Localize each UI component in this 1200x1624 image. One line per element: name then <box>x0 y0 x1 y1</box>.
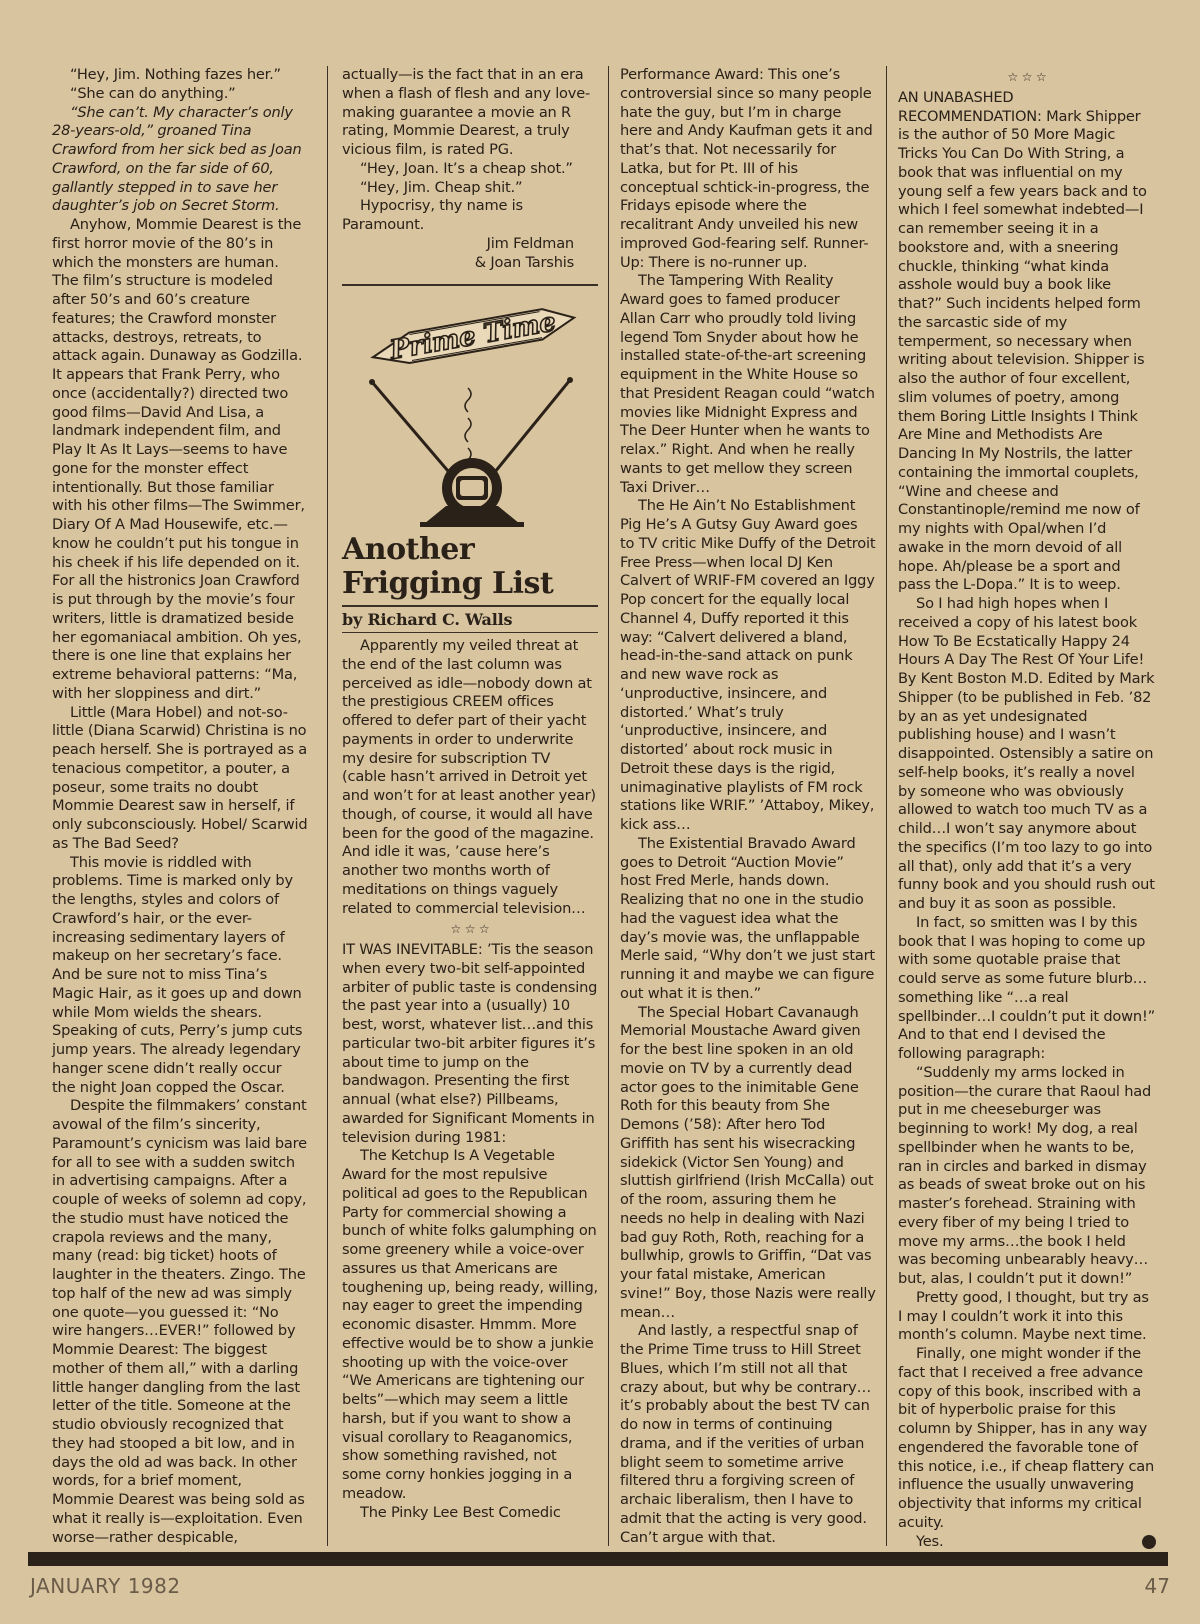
paragraph: AN UNABASHED RECOMMENDATION: Mark Shipper is the author of 50 More Magic Tricks You Can Do With String, a book that was influential on my young self a few years back and to which I feel somewhat indebted—I can remember seeing it in a bookstore and, with a sneering chuckle, thinking “what kinda asshole would buy a book like that?” Such incidents helped form the sarcastic side of my temperment, so necessary when writing about television. Shipper is also the author of four excellent, slim volumes of poetry, among them Boring Little Insights I Think Are Mine and Methodists Are Dancing In My Nostrils, the latter containing the immortal couplets, “Wine and cheese and Constantinople/remind me now of my nights with Opal/when I’d awake in the morn devoid of all hope. Ah/please be a sport and pass the L-Dopa.” It is to weep. <box>898 88 1147 594</box>
paragraph: “Hey, Jim. Cheap shit.” <box>360 178 523 196</box>
closing-paragraph <box>898 1533 1156 1552</box>
paragraph: Despite the filmmakers’ constant avowal of the film’s sincerity, Paramount’s cynicism was laid bare for all to see with a sudden switch in advertising campaigns. After a couple of weeks of solemn ad copy, the studio must have noticed the crapola reviews and the many, many (read: big ticket) hoots of laughter in the theaters. Zingo. The top half of the new ad was simply one quote—you guessed it: “No wire hangers…EVER!” followed by Mommie Dearest: The biggest mother of them all,” with a darling little hanger dangling from the last letter of the title. Someone at the studio obviously recognized that they had stooped a bit low, and in days the old ad was back. In other words, for a brief moment, Mommie Dearest was being sold as what it really is—exploitation. Even worse—rather despicable, <box>52 1097 307 1546</box>
column-3 <box>620 66 876 1547</box>
paragraph: Pretty good, I thought, but try as I may I couldn’t work it into this month’s column. Maybe next time. <box>898 1288 1149 1344</box>
paragraph: The He Ain’t No Establishment Pig He’s A Gutsy Guy Award goes to TV critic Mike Duffy of the Detroit Free Press—when local DJ Ken Calvert of WRIF-FM covered an Iggy Pop concert for the equally local Channel 4, Duffy reported it this way: “Calvert delivered a bland, head-in-the-sand attack on punk and new wave rock as ‘unproductive, insincere, and distorted.’ What’s truly ‘unproductive, insincere, and distorted’ about rock music in Detroit these days is the rigid, unimaginative playlists of FM rock stations like WRIF.” ’Attaboy, Mikey, kick ass… <box>620 497 876 833</box>
paragraph: Anyhow, Mommie Dearest is the first horror movie of the 80’s in which the monsters are human. The film’s structure is modeled after 50’s and 60’s creature features; the Crawford monster attacks, destroys, retreats, to attack again. Dunaway as Godzilla. It appears that Frank Perry, who once (accidentally?) directed two good films—David And Lisa, a landmark independent film, and Play It As It Lays—seems to have gone for the monster effect intentionally. But those familiar with his other films—The Swimmer, Diary Of A Mad Housewife, etc.—know he couldn’t put his tongue in his cheek if his life depended on it. For all the histronics Joan Crawford is put through by the movie’s four writers, little is dramatized beside her egomaniacal ambition. Oh yes, there is one line that explains her extreme behavioral patterns: “Ma, with her sloppiness and dirt.” <box>52 216 305 702</box>
paragraph: actually—is the fact that in an era when a flash of flesh and any love-making guarantee a movie an R rating, Mommie Dearest, a truly vicious film, is rated PG. <box>342 66 591 158</box>
section-stars: ☆ ☆ ☆ <box>450 922 490 937</box>
paragraph: In fact, so smitten was I by this book that I was hoping to come up with some quotable praise that could serve as some future blurb… something like “…a real spellbinder…I couldn’t put it down!” And to that end I devised the following paragraph: <box>898 913 1155 1062</box>
paragraph: Little (Mara Hobel) and not-so-little (Diana Scarwid) Christina is no peach herself. She is portrayed as a tenacious competitor, a pouter, a poseur, some traits no doubt Mommie Dearest saw in herself, if only subconsciously. Hobel/ Scarwid as The Bad Seed? <box>52 703 308 852</box>
paragraph: The Special Hobart Cavanaugh Memorial Moustache Award given for the best line spoken in an old movie on TV by a currently dead actor goes to the inimitable Gene Roth for this beauty from She Demons (’58): After hero Tod Griffith has sent his wisecracking sidekick (Victor Sen Young) and sluttish girlfriend (Irish McCalla) out of the room, assuring them he needs no help in dealing with Nazi bad guy Roth, Roth, reaching for a bullwhip, growls to Griffin, “Dat vas your fatal mistake, American svine!” Boy, those Nazis were really mean… <box>620 1003 876 1321</box>
paragraph: The Tampering With Reality Award goes to famed producer Allan Carr who proudly told living legend Tom Snyder about how he installed state-of-the-art screening equipment in the White House so that President Reagan could “watch movies like Midnight Express and The Deer Hunter when he wants to relax.” Right. And when he really wants to get mellow they screen Taxi Driver… <box>620 272 875 496</box>
closing-text: Yes. <box>916 1532 944 1550</box>
paragraph: “Suddenly my arms locked in position—the curare that Raoul had put in me cheeseburger was beginning to work! My dog, a real spellbinder when he wants to be, ran in circles and barked in dismay as beads of sweat broke out on his master’s forehead. Straining with every fiber of my being I tried to move my arms…the book I held was becoming unbearably heavy… but, alas, I couldn’t put it down!” <box>898 1063 1152 1287</box>
paragraph: Finally, one might wonder if the fact that I received a free advance copy of this book, inscribed with a bit of hyperbolic praise for this column by Shipper, has in any way engendered the favorable tone of this notice, i.e., if cheap flattery can influence the usually unwavering objectivity that informs my critical acuity. <box>898 1345 1155 1531</box>
signature-line-2: & Joan Tarshis <box>474 253 574 271</box>
prime-time-tv-icon <box>350 292 590 528</box>
signature-line-1: Jim Feldman <box>486 234 574 252</box>
column-4 <box>898 66 1156 1551</box>
section-stars: ☆ ☆ ☆ <box>1007 70 1047 84</box>
end-mark-icon <box>1142 1535 1156 1549</box>
paragraph: IT WAS INEVITABLE: ’Tis the season when every two-bit self-appointed arbiter of public taste is condensing the past year into a (usually) 10 best, worst, whatever list…and this particular two-bit arbiter figures it’s about time to jump on the bandwagon. Presenting the first annual (what else?) Pillbeams, awarded for Significant Moments in television during 1981: <box>342 941 598 1146</box>
paragraph: The Existential Bravado Award goes to Detroit “Auction Movie” host Fred Merle, hands down. Realizing that no one in the studio had the vaguest idea what the day’s movie was, the unflappable Merle said, “Why don’t we just start running it and maybe we can figure out what it is then.” <box>620 834 875 1002</box>
column-rule <box>608 66 609 1546</box>
byline: by Richard C. Walls <box>342 605 598 633</box>
article-headline <box>342 533 598 601</box>
column-rule <box>327 66 328 1546</box>
page-number: 47 <box>1144 1574 1170 1598</box>
paragraph: This movie is riddled with problems. Time is marked only by the lengths, styles and colors of Crawford’s hair, or the ever-increasing sedimentary layers of makeup on her secretary’s face. And be sure not to miss Tina’s Magic Hair, as it goes up and down while Mom wields the shears. Speaking of cuts, Perry’s jump cuts jump years. The already legendary hanger scene didn’t really occur the night Joan copped the Oscar. <box>52 853 303 1096</box>
headline-line-2: Frigging List <box>342 566 554 602</box>
paragraph: “Hey, Jim. Nothing fazes her.” <box>70 66 281 83</box>
column-2 <box>342 66 598 1522</box>
paragraph: “She can’t. My character’s only 28-years-old,” groaned Tina Crawford from her sick bed as Joan Crawford, on the far side of 60, gallantly stepped in to save her daughter’s job on Secret Storm. <box>52 103 302 215</box>
paragraph: Performance Award: This one’s controversial since so many people hate the guy, but I’m in charge here and Andy Kaufman gets it and that’s that. Not necessarily for Latka, but for Pt. III of his conceptual schtick-in-progress, the Fridays episode where the recalitrant Andy unveiled his new improved God-fearing self. Runner-Up: There is no-runner up. <box>620 66 873 271</box>
column-rule <box>886 66 887 1546</box>
paragraph: “She can do anything.” <box>70 84 236 102</box>
paragraph: So I had high hopes when I received a copy of his latest book How To Be Ecstatically Happy 24 Hours A Day The Rest Of Your Life! By Kent Boston M.D. Edited by Mark Shipper (to be published in Feb. ’82 by an as yet undesignated publishing house) and I wasn’t disappointed. Ostensibly a satire on self-help books, it’s really a novel by someone who was obviously allowed to watch too much TV as a child…I won’t say anymore about the specifics (I’m too lazy to go into all that), only add that it’s a very funny book and you should rush out and buy it as soon as possible. <box>898 595 1155 912</box>
headline-line-1: Another <box>342 532 475 568</box>
footer-date: JANUARY 1982 <box>30 1574 181 1598</box>
column-1 <box>52 66 308 1547</box>
footer-bar <box>28 1552 1168 1566</box>
paragraph: Apparently my veiled threat at the end of the last column was perceived as idle—nobody down at the prestigious CREEM offices offered to defer part of their yacht payments in order to underwrite my desire for subscription TV (cable hasn’t arrived in Detroit yet and won’t for at least another year) though, of course, it would all have been for the good of the magazine. And idle it was, ’cause here’s another two months worth of meditations on things vaguely related to commercial television… <box>342 637 596 917</box>
paragraph: And lastly, a respectful snap of the Prime Time truss to Hill Street Blues, which I’m still not all that crazy about, but why be contrary… it’s probably about the best TV can do now in terms of continuing drama, and if the verities of urban blight seem to sometime arrive filtered thru a forgiving screen of archaic liberalism, then I have to admit that the acting is very good. Can’t argue with that. <box>620 1322 871 1546</box>
paragraph: The Pinky Lee Best Comedic <box>360 1503 561 1521</box>
prime-time-illustration <box>342 284 598 531</box>
paragraph: Hypocrisy, thy name is Paramount. <box>342 197 523 233</box>
prime-time-logo-text: Prime Time <box>387 307 558 367</box>
paragraph: The Ketchup Is A Vegetable Award for the most repulsive political ad goes to the Republican Party for commercial showing a bunch of white folks galumphing on some greenery while a voice-over assures us that Americans are toughening up, being ready, willing, nay eager to greet the impending economic disaster. Hmmm. More effective would be to show a junkie shooting up with the voice-over “We Americans are tightening our belts”—which may seem a little harsh, but if you want to show a visual corollary to Reaganomics, show something ravished, not some corny honkies jogging in a meadow. <box>342 1147 598 1502</box>
paragraph: “Hey, Joan. It’s a cheap shot.” <box>360 159 573 177</box>
